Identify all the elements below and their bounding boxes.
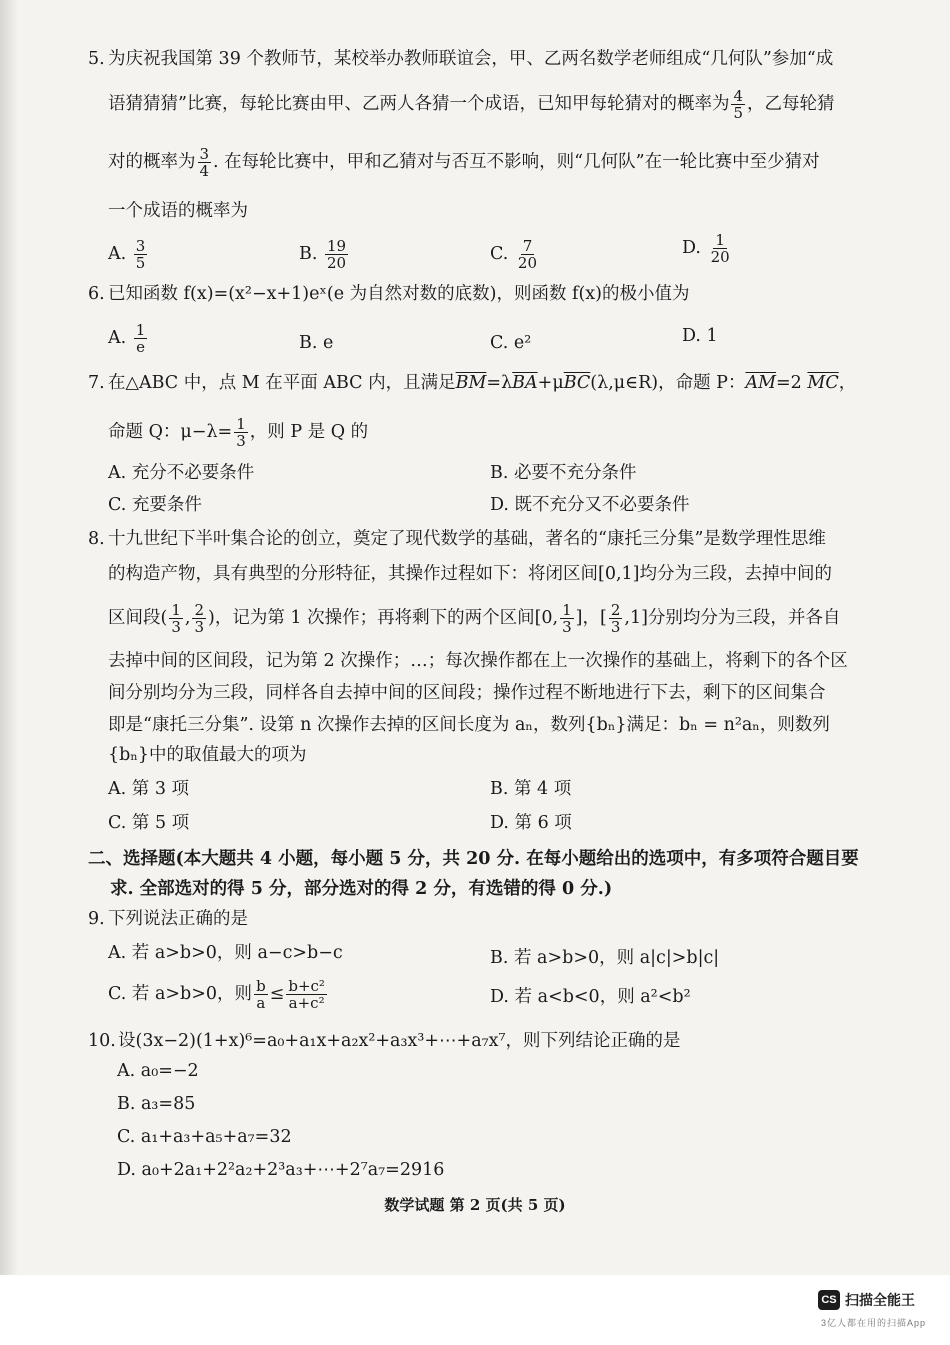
q7-line1-text-c: ，: [838, 373, 857, 393]
q8-option-c: C. 第 5 项: [108, 813, 190, 833]
q7-line1-text-b: (λ,μ∈R)，命题 P：: [590, 373, 746, 393]
q5-line4: 一个成语的概率为: [108, 201, 248, 221]
q8-i3-d: 3: [610, 618, 621, 636]
q9-c-d1: a: [256, 994, 266, 1012]
q8-i1-d2: 3: [194, 618, 204, 636]
q7-eq2: =2: [776, 373, 802, 393]
q8-line5: 间分别均分为三段，同样各自去掉中间的区间段；操作过程不断地进行下去，剩下的区间集合: [108, 683, 826, 703]
q8-i2-n: 1: [562, 601, 572, 619]
q8-i1-n2: 2: [194, 601, 204, 619]
q5-line3: [108, 146, 898, 179]
q5-prob-jia-den: 5: [733, 104, 743, 122]
q8-option-a: A. 第 3 项: [108, 779, 190, 799]
q8-interval1-sep: ,: [184, 608, 191, 628]
q8-option-b: B. 第 4 项: [490, 779, 572, 799]
q5-option-c-frac: [516, 238, 539, 271]
q7-fraction-num: 1: [236, 415, 246, 433]
q8-i3-n: 2: [610, 601, 621, 619]
scanner-tagline: 3亿人都在用的扫描App: [821, 1318, 927, 1328]
q7-eq1: =λ: [486, 373, 513, 393]
q5-option-c-label: C.: [490, 244, 509, 264]
q5-line2-text-b: ，乙每轮猜: [747, 94, 835, 114]
q8-line6: 即是“康托三分集”. 设第 n 次操作去掉的区间长度为 aₙ，数列{bₙ}满足：bₙ = n²aₙ，则数列: [108, 715, 830, 735]
q6-option-a-num: 1: [135, 321, 146, 339]
q5-option-d: [682, 232, 734, 265]
q6-option-c: C. e²: [490, 333, 532, 353]
q7-option-c: C. 充要条件: [108, 495, 202, 515]
q10-option-a: A. a₀=−2: [117, 1061, 199, 1081]
q5-option-a-frac: [134, 238, 148, 271]
q9-option-c-text: C. 若 a>b>0，则: [108, 984, 253, 1004]
q7-line1: [108, 370, 898, 396]
q5-line3-text-a: 对的概率为: [108, 152, 196, 172]
q9-number: 9.: [88, 909, 105, 929]
q8-line3-text-c: 分别均分为三段，并各自: [647, 608, 841, 628]
q6-number: 6.: [88, 284, 105, 304]
q9-c-n2: b+c²: [288, 977, 325, 995]
q5-prob-yi-den: 4: [199, 162, 210, 180]
q5-prob-yi: [198, 146, 212, 179]
q8-line3: [108, 602, 898, 635]
q5-line2-text-a: 语猜猜猜”比赛，每轮比赛由甲、乙两人各猜一个成语，已知甲每轮猜对的概率为: [108, 94, 730, 114]
q8-line3-text-a: 区间段: [108, 608, 161, 628]
q9-option-a: A. 若 a>b>0，则 a−c>b−c: [108, 943, 343, 963]
q8-number: 8.: [88, 529, 105, 549]
q7-option-d: D. 既不充分又不必要条件: [490, 495, 690, 515]
q7-option-a: A. 充分不必要条件: [108, 463, 255, 483]
q8-interval2-open: [0,: [534, 608, 559, 628]
q6-option-a-label: A.: [108, 328, 127, 348]
q9-c-n1: b: [256, 977, 266, 995]
q8-line4: 去掉中间的区间段，记为第 2 次操作；…；每次操作都在上一次操作的基础上，将剩下的各个区: [108, 651, 848, 671]
vector-ba: $\overline{BA}$: [512, 373, 538, 393]
q9-option-b: B. 若 a>b>0，则 a|c|>b|c|: [490, 948, 720, 968]
q8-i1-n1: 1: [171, 601, 181, 619]
q8-line1: 十九世纪下半叶集合论的创立，奠定了现代数学的基础，著名的“康托三分集”是数学理性思维: [108, 529, 826, 549]
q5-option-a-num: 3: [135, 237, 146, 255]
q6-stem: 已知函数 f(x)=(x²−x+1)eˣ(e 为自然对数的底数)，则函数 f(x)的极小值为: [108, 284, 690, 304]
q6-option-d: D. 1: [682, 326, 718, 346]
q10-option-c: C. a₁+a₃+a₅+a₇=32: [117, 1127, 292, 1147]
q6-option-b: B. e: [299, 333, 334, 353]
q8-interval3-frac: [609, 602, 623, 635]
q9-option-c: [108, 978, 329, 1011]
camscanner-logo-icon: CS: [818, 1290, 840, 1310]
q8-option-d: D. 第 6 项: [490, 813, 572, 833]
page-footer: 数学试题 第 2 页(共 5 页): [384, 1196, 566, 1214]
q5-option-a-label: A.: [108, 244, 127, 264]
scanner-badge: [818, 1290, 915, 1310]
q10-option-d: D. a₀+2a₁+2²a₂+2³a₃+⋯+2⁷a₇=2916: [117, 1160, 445, 1180]
q5-number: 5.: [88, 49, 105, 69]
scanner-app-name: 扫描全能王: [845, 1292, 915, 1308]
q5-option-c: [490, 238, 541, 271]
q8-i1-d1: 3: [171, 618, 181, 636]
q5-line3-text-b: . 在每轮比赛中，甲和乙猜对与否互不影响，则“几何队”在一轮比赛中至少猜对: [213, 152, 820, 172]
q9-c-d2: a+c²: [288, 994, 325, 1012]
q8-interval1-frac1: [169, 602, 183, 635]
q5-option-b: [299, 238, 350, 271]
q5-prob-jia-num: 4: [733, 87, 743, 105]
q9-option-c-frac1: [254, 978, 268, 1011]
section2-heading-line1: 二、选择题(本大题共 4 小题，每小题 5 分，共 20 分. 在每小题给出的选项中，有多项符合题目要: [88, 849, 859, 869]
q7-option-b: B. 必要不充分条件: [490, 463, 637, 483]
q5-option-c-num: 7: [522, 237, 533, 255]
q8-interval1-open: (: [160, 608, 168, 628]
q5-line1: 为庆祝我国第 39 个教师节，某校举办教师联谊会，甲、乙两名数学老师组成“几何队”参加“成: [108, 49, 834, 69]
q9-option-c-frac2: [286, 978, 327, 1011]
q10-number: 10.: [88, 1031, 116, 1051]
q7-line2-text-b: ，则 P 是 Q 的: [249, 422, 369, 442]
q7-plus: +μ: [537, 373, 564, 393]
q9-option-d: D. 若 a<b<0，则 a²<b²: [490, 987, 691, 1007]
q10-option-b: B. a₃=85: [117, 1094, 196, 1114]
q5-option-d-den: 20: [710, 248, 730, 266]
q5-option-b-den: 20: [327, 254, 347, 272]
q6-option-a-frac: [134, 322, 148, 355]
q5-line2: [108, 88, 898, 121]
q5-prob-jia: [731, 88, 745, 121]
q8-interval1-frac2: [192, 602, 206, 635]
q8-interval1-close: ): [208, 608, 215, 628]
q10-stem: 设(3x−2)(1+x)⁶=a₀+a₁x+a₂x²+a₃x³+⋯+a₇x⁷，则下列结论正确的是: [118, 1031, 681, 1051]
q5-option-b-num: 19: [327, 237, 347, 255]
q8-line7: {bₙ}中的取值最大的项为: [108, 745, 307, 765]
q8-interval2-frac: [560, 602, 574, 635]
q6-option-a-den: e: [136, 338, 145, 356]
q5-option-b-label: B.: [299, 244, 318, 264]
q8-line2: 的构造产物，具有典型的分形特征，其操作过程如下：将闭区间[0,1]均分为三段，去掉中间的: [108, 564, 832, 584]
q5-option-d-frac: [709, 232, 732, 265]
q5-option-a-den: 5: [135, 254, 146, 272]
q7-line2: [108, 416, 898, 449]
q5-prob-yi-num: 3: [199, 145, 210, 163]
vector-bc: $\overline{BC}$: [563, 373, 591, 393]
vector-bm: $\overline{BM}$: [455, 373, 487, 393]
q5-option-d-num: 1: [715, 231, 725, 249]
q5-option-a: [108, 238, 149, 271]
q7-line2-text-a: 命题 Q：μ−λ=: [108, 422, 233, 442]
section2-heading-line2: 求. 全部选对的得 5 分，部分选对的得 2 分，有选错的得 0 分.): [110, 879, 613, 899]
q6-option-a: [108, 322, 149, 355]
q7-line1-text-a: 在△ABC 中，点 M 在平面 ABC 内，且满足: [108, 373, 456, 393]
q7-fraction: [234, 416, 248, 449]
q8-line3-text-b: ，记为第 1 次操作；再将剩下的两个区间: [214, 608, 535, 628]
q5-option-b-frac: [325, 238, 348, 271]
q9-option-c-le: ≤: [269, 984, 285, 1004]
vector-am: $\overline{AM}$: [745, 373, 777, 393]
q8-i2-d: 3: [562, 618, 572, 636]
page-edge-shadow: [0, 0, 18, 1275]
q8-interval3-close: ,1]: [624, 608, 648, 628]
q9-stem: 下列说法正确的是: [108, 909, 248, 929]
q7-number: 7.: [88, 373, 105, 393]
q5-option-d-label: D.: [682, 238, 701, 258]
q7-fraction-den: 3: [236, 432, 246, 450]
vector-mc: $\overline{MC}$: [807, 373, 839, 393]
q8-interval2-close: ]，[: [575, 608, 607, 628]
q5-option-c-den: 20: [517, 254, 538, 272]
